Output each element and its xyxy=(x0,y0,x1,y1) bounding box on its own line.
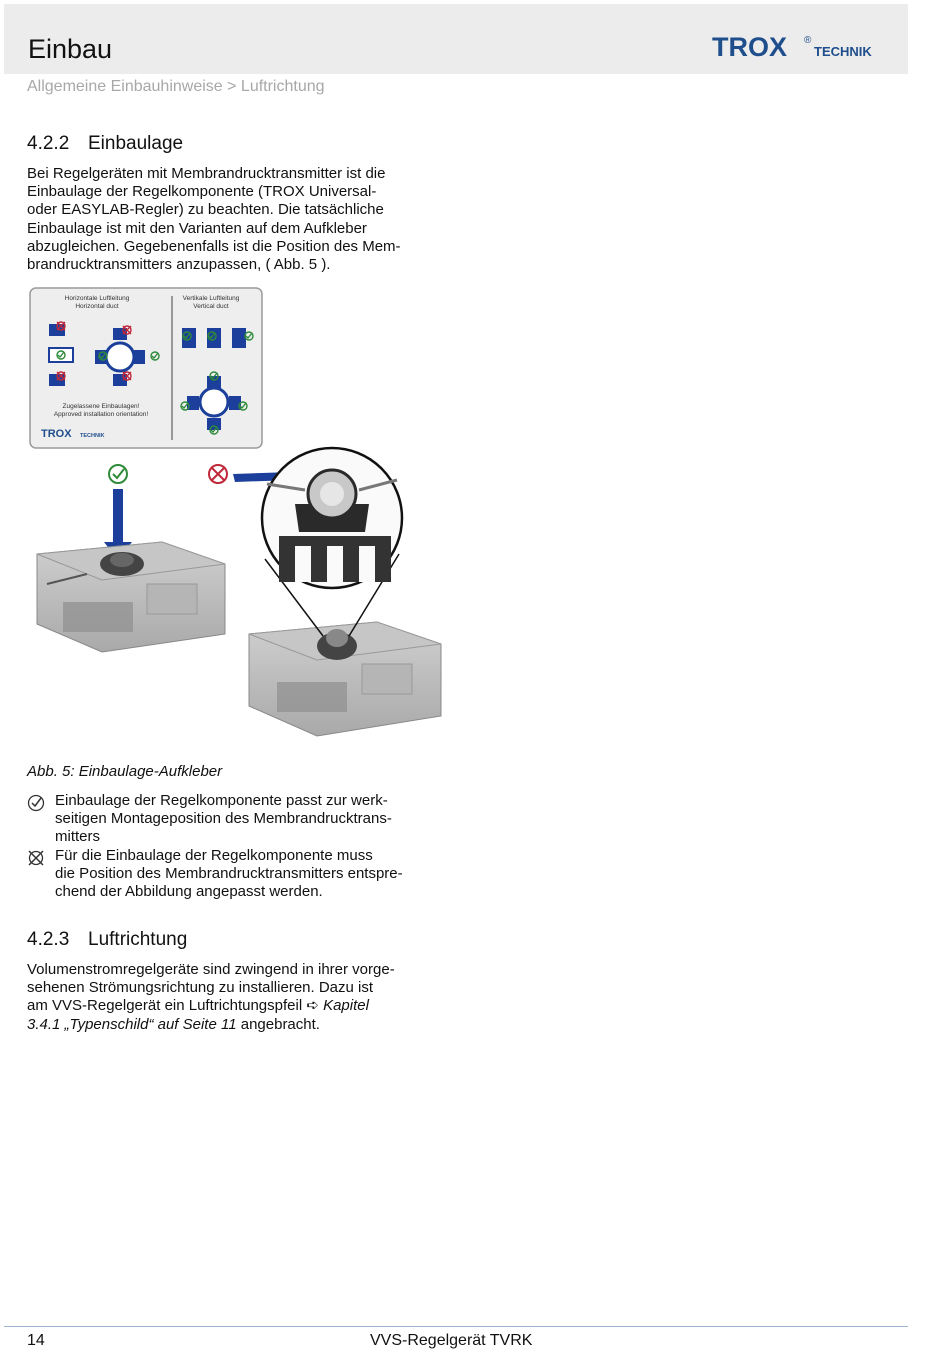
paragraph-line: Einbaulage der Regelkomponente (TROX Universal- xyxy=(27,183,377,201)
logo-sub: TECHNIK xyxy=(814,44,872,59)
sticker-label-vertical-en: Vertical duct xyxy=(193,303,229,310)
sticker-label-horizontal-en: Horizontal duct xyxy=(75,303,119,310)
legend-ok-text xyxy=(55,792,392,847)
chapter-title: Einbau xyxy=(28,34,113,64)
trox-logo xyxy=(712,30,888,64)
sticker-label-vertical: Vertikale Luftleitung xyxy=(182,295,240,302)
legend-line: Einbaulage der Regelkomponente passt zur werk- xyxy=(55,792,388,809)
paragraph-line: abzugleichen. Gegebenenfalls ist die Position des Mem- xyxy=(27,237,401,255)
sticker-note-en: Approved installation orientation! xyxy=(53,411,149,418)
installation-figure xyxy=(27,284,447,754)
cross-marker-icon xyxy=(209,465,227,483)
legend-line: die Position des Membrandrucktransmitters entspre- xyxy=(55,865,403,883)
logo-registered: ® xyxy=(804,35,812,46)
breadcrumb[interactable]: Allgemeine Einbauhinweise > Luftrichtung xyxy=(27,78,325,95)
page-number: 14 xyxy=(27,1332,45,1349)
text-run: am VVS-Regelgerät ein Luftrichtungspfeil xyxy=(27,997,307,1015)
paragraph-line: brandrucktransmitters anzupassen, ( Abb. 5 ). xyxy=(27,256,331,274)
section-number: 4.2.2 xyxy=(27,133,70,154)
legend-line: chend der Abbildung angepasst werden. xyxy=(55,883,323,901)
section-heading-einbaulage xyxy=(27,133,183,155)
page-header xyxy=(4,4,908,74)
legend-nok-text xyxy=(55,847,403,902)
paragraph-line: Bei Regelgeräten mit Membrandrucktransmitter ist die xyxy=(27,165,386,182)
paragraph-line-with-link xyxy=(27,997,447,1015)
footer-divider xyxy=(4,1326,908,1327)
sticker-logo-sub: TECHNIK xyxy=(80,433,105,439)
link-arrow-icon[interactable]: ➪ xyxy=(306,997,319,1015)
logo-text: TROX xyxy=(712,32,788,62)
document-title: VVS-Regelgerät TVRK xyxy=(370,1332,533,1349)
text-run: angebracht. xyxy=(236,1015,320,1033)
legend-line: seitigen Montageposition des Membrandrucktrans- xyxy=(55,810,392,828)
installation-sticker xyxy=(30,288,262,448)
legend-ok xyxy=(27,792,457,848)
check-marker-icon xyxy=(109,465,127,483)
sticker-label-horizontal: Horizontale Luftleitung xyxy=(64,295,130,302)
paragraph-line: sehenen Strömungsrichtung zu installieren. Dazu ist xyxy=(27,979,374,997)
figure-caption: Abb. 5: Einbaulage-Aufkleber xyxy=(27,763,223,780)
legend-nok xyxy=(27,847,457,903)
legend-line: mitters xyxy=(55,828,100,846)
legend-line: Für die Einbaulage der Regelkomponente muss xyxy=(55,847,373,864)
chapter-link[interactable]: 3.4.1 „Typenschild“ auf Seite 11 xyxy=(27,1015,237,1033)
section-paragraph xyxy=(27,961,447,1034)
section-title: Einbaulage xyxy=(88,133,184,154)
chapter-link[interactable]: Kapitel xyxy=(318,997,369,1015)
paragraph-line: oder EASYLAB-Regler) zu beachten. Die tatsächliche xyxy=(27,201,384,219)
paragraph-line-with-link xyxy=(27,1016,447,1034)
controller-device-left xyxy=(37,542,225,652)
sticker-note: Zugelassene Einbaulagen! xyxy=(62,403,140,410)
check-circle-icon xyxy=(27,794,45,812)
paragraph-line: Einbaulage ist mit den Varianten auf dem Aufkleber xyxy=(27,219,367,237)
section-paragraph xyxy=(27,165,447,274)
paragraph-line: Volumenstromregelgeräte sind zwingend in ihrer vorge- xyxy=(27,961,395,978)
cross-circle-icon xyxy=(27,849,45,867)
section-number: 4.2.3 xyxy=(27,929,70,950)
detail-zoom xyxy=(262,448,402,636)
section-heading-luftrichtung xyxy=(27,929,187,951)
controller-device-right xyxy=(249,622,441,736)
sticker-logo: TROX xyxy=(41,428,72,440)
section-title: Luftrichtung xyxy=(88,929,188,950)
